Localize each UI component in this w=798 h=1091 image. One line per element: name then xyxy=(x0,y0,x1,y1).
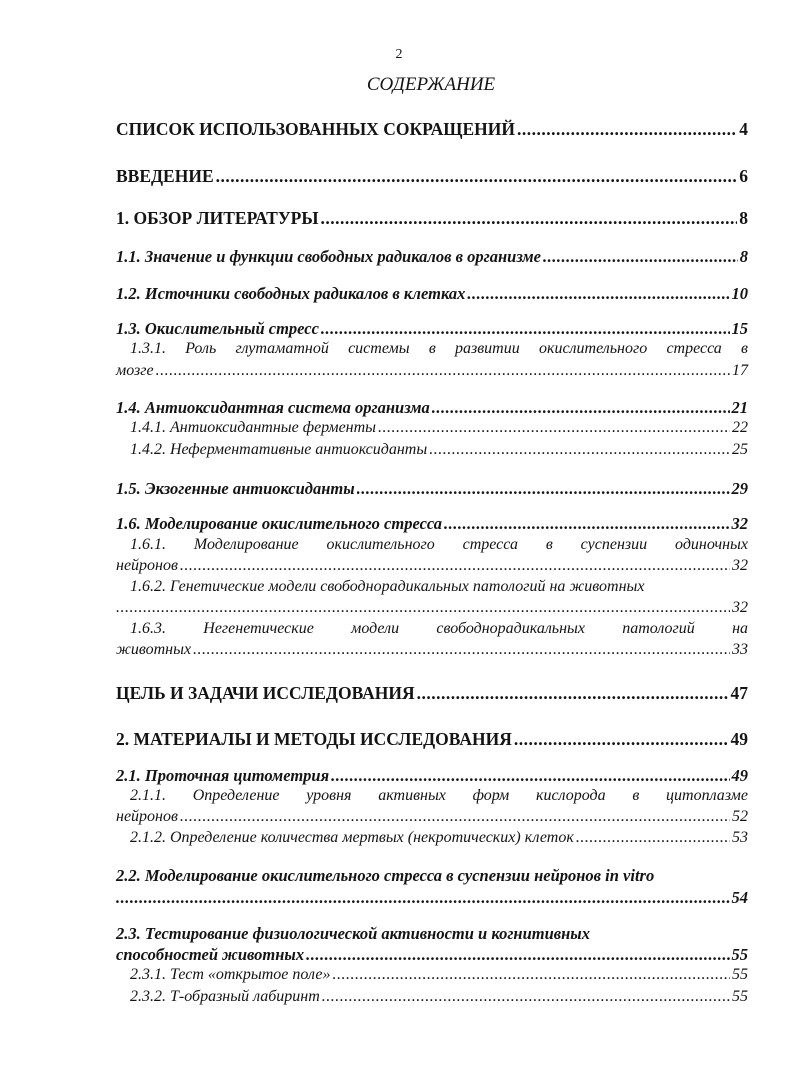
toc-entry-section-2-3-cont[interactable]: способностей животных ..... 55 xyxy=(116,945,748,965)
toc-page-number: 32 xyxy=(732,599,748,616)
toc-entry-section-2-3[interactable]: 2.3. Тестирование физиологической активности и когнитивных xyxy=(116,924,590,943)
leader-dots xyxy=(321,208,738,229)
toc-entry-section-1-3-1[interactable] xyxy=(130,340,748,358)
leader-dots xyxy=(432,398,730,418)
toc-page-number: 47 xyxy=(730,683,748,703)
justified-line: 1.6.3. Негенетические модели свободнорадикальных патологий на xyxy=(130,620,748,637)
toc-page-number: 55 xyxy=(732,988,748,1005)
leader-dots xyxy=(180,557,730,575)
justified-line: 2.1.1. Определение уровня активных форм кислорода в цитоплазме xyxy=(130,787,748,804)
toc-page-number: 25 xyxy=(732,441,748,458)
toc-entry-section-1-6-2-cont[interactable] xyxy=(116,599,748,617)
justified-line: 1.6.1. Моделирование окислительного стресса в суспензии одиночных xyxy=(130,536,748,553)
toc-entry-section-1-3[interactable]: 1.3. Окислительный стресс ..... 15 xyxy=(116,319,748,339)
toc-entry-section-2-3-2[interactable]: 2.3.2. Т-образный лабиринт ..... 55 xyxy=(130,988,748,1006)
leader-dots xyxy=(116,888,730,908)
toc-entry-section-1-6-1[interactable] xyxy=(130,536,748,554)
toc-page-number: 33 xyxy=(732,641,748,658)
leader-dots xyxy=(467,284,729,304)
toc-page-number: 53 xyxy=(732,829,748,846)
toc-page-number: 55 xyxy=(731,945,748,964)
toc-entry-section-1-1[interactable]: 1.1. Значение и функции свободных радикалов в организме ..... 8 xyxy=(116,247,748,267)
toc-entry-section-2-3-1[interactable]: 2.3.1. Тест «открытое поле» ..... 55 xyxy=(130,966,748,984)
toc-page-number: 17 xyxy=(732,362,748,379)
toc-page-number: 22 xyxy=(732,419,748,436)
leader-dots xyxy=(576,829,730,847)
toc-page-number: 15 xyxy=(731,319,748,338)
leader-dots xyxy=(322,988,730,1006)
toc-page-number: 21 xyxy=(731,398,748,417)
toc-page-number: 54 xyxy=(731,888,748,907)
toc-entry-section-1-6-1-cont[interactable]: нейронов ..... 32 xyxy=(116,557,748,575)
leader-dots xyxy=(116,599,730,617)
leader-dots xyxy=(543,247,738,267)
toc-page-number: 52 xyxy=(732,808,748,825)
page-title: СОДЕРЖАНИЕ xyxy=(366,74,496,95)
justified-line: 1.3.1. Роль глутаматной системы в развитии окислительного стресса в xyxy=(130,340,748,357)
toc-page-number: 10 xyxy=(731,284,748,303)
toc-entry-section-1-4-1[interactable]: 1.4.1. Антиоксидантные ферменты ..... 22 xyxy=(130,419,748,437)
leader-dots xyxy=(517,119,737,140)
toc-entry-introduction[interactable]: ВВЕДЕНИЕ ..... 6 xyxy=(116,166,748,187)
toc-entry-section-1-6-3-cont[interactable]: животных ..... 33 xyxy=(116,641,748,659)
toc-page-number: 8 xyxy=(739,247,748,266)
leader-dots xyxy=(216,166,738,187)
toc-entry-section-1-6[interactable]: 1.6. Моделирование окислительного стресса ..... 32 xyxy=(116,514,748,534)
leader-dots xyxy=(306,945,729,965)
leader-dots xyxy=(417,683,729,704)
toc-page-number: 32 xyxy=(732,557,748,574)
leader-dots xyxy=(378,419,730,437)
toc-entry-section-2-2[interactable]: 2.2. Моделирование окислительного стресса в суспензии нейронов in vitro xyxy=(116,866,655,885)
toc-entry-aims[interactable]: ЦЕЛЬ И ЗАДАЧИ ИССЛЕДОВАНИЯ ..... 47 xyxy=(116,683,748,704)
toc-entry-section-1-2[interactable]: 1.2. Источники свободных радикалов в клетках ..... 10 xyxy=(116,284,748,304)
leader-dots xyxy=(321,319,730,339)
toc-page-number: 29 xyxy=(731,479,748,498)
toc-entry-abbreviations[interactable]: СПИСОК ИСПОЛЬЗОВАННЫХ СОКРАЩЕНИЙ ..... 4 xyxy=(116,119,748,140)
leader-dots xyxy=(332,966,730,984)
toc-entry-section-1-4[interactable]: 1.4. Антиоксидантная система организма ..... 21 xyxy=(116,398,748,418)
leader-dots xyxy=(180,808,730,826)
leader-dots xyxy=(514,729,729,750)
toc-entry-section-2-1-2[interactable]: 2.1.2. Определение количества мертвых (некротических) клеток ..... 53 xyxy=(130,829,748,847)
toc-entry-section-2-1-1[interactable] xyxy=(130,787,748,805)
toc-page-number: 49 xyxy=(731,766,748,785)
leader-dots xyxy=(357,479,730,499)
toc-page-number: 6 xyxy=(739,166,748,186)
toc-entry-section-2[interactable]: 2. МАТЕРИАЛЫ И МЕТОДЫ ИССЛЕДОВАНИЯ ..... 49 xyxy=(116,729,748,750)
toc-page-number: 4 xyxy=(739,119,748,139)
toc-entry-section-2-2-cont[interactable] xyxy=(116,888,748,908)
toc-entry-section-2-1[interactable]: 2.1. Проточная цитометрия ..... 49 xyxy=(116,766,748,786)
toc-entry-section-2-1-1-cont[interactable]: нейронов ..... 52 xyxy=(116,808,748,826)
toc-page-number: 32 xyxy=(731,514,748,533)
toc-page-number: 8 xyxy=(739,208,748,228)
toc-entry-section-1[interactable]: 1. ОБЗОР ЛИТЕРАТУРЫ ..... 8 xyxy=(116,208,748,229)
toc-entry-section-1-4-2[interactable]: 1.4.2. Неферментативные антиоксиданты ..... 25 xyxy=(130,441,748,459)
toc-entry-section-1-6-3[interactable] xyxy=(130,620,748,638)
page-number: 2 xyxy=(395,47,403,62)
toc-page-number: 49 xyxy=(730,729,748,749)
leader-dots xyxy=(193,641,730,659)
leader-dots xyxy=(444,514,729,534)
toc-entry-section-1-6-2[interactable]: 1.6.2. Генетические модели свободнорадикальных патологий на животных xyxy=(130,578,645,595)
toc-page-number: 55 xyxy=(732,966,748,983)
leader-dots xyxy=(331,766,729,786)
leader-dots xyxy=(429,441,730,459)
leader-dots xyxy=(156,362,730,380)
toc-entry-section-1-3-1-cont[interactable]: мозге ..... 17 xyxy=(116,362,748,380)
toc-entry-section-1-5[interactable]: 1.5. Экзогенные антиоксиданты ..... 29 xyxy=(116,479,748,499)
